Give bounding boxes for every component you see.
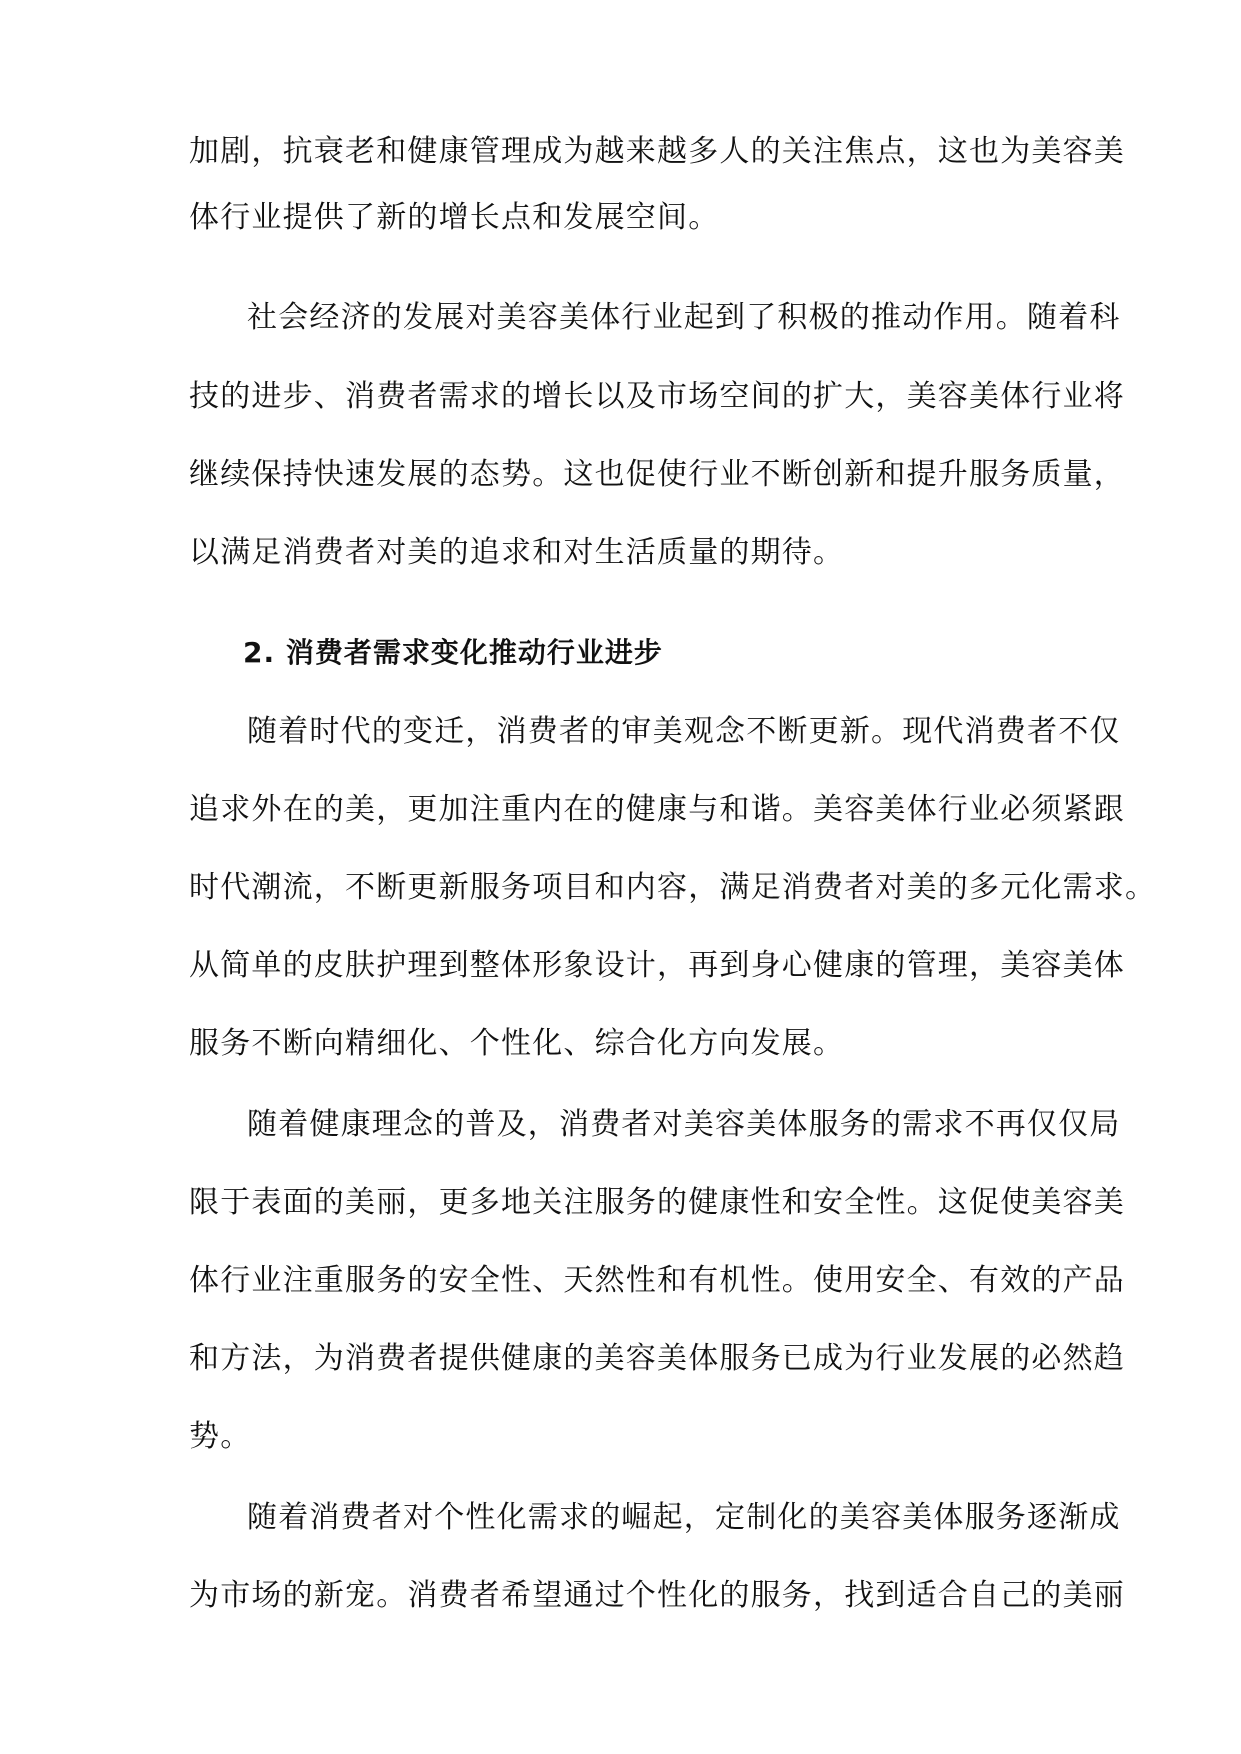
paragraph-line: 加剧，抗衰老和健康管理成为越来越多人的关注焦点，这也为美容美 [189,134,1125,169]
paragraph-line: 技的进步、消费者需求的增长以及市场空间的扩大，美容美体行业将 [189,379,1125,414]
paragraph-line: 服务不断向精细化、个性化、综合化方向发展。 [189,1026,845,1061]
paragraph-line: 随着健康理念的普及，消费者对美容美体服务的需求不再仅仅局 [247,1107,1121,1142]
paragraph-line: 随着消费者对个性化需求的崛起，定制化的美容美体服务逐渐成 [247,1500,1121,1535]
paragraph-line: 社会经济的发展对美容美体行业起到了积极的推动作用。随着科 [247,300,1121,335]
paragraph-line: 限于表面的美丽，更多地关注服务的健康性和安全性。这促使美容美 [189,1185,1125,1220]
paragraph-line: 继续保持快速发展的态势。这也促使行业不断创新和提升服务质量， [189,457,1125,492]
paragraph-line: 追求外在的美，更加注重内在的健康与和谐。美容美体行业必须紧跟 [189,792,1125,827]
section-heading: 2. 消费者需求变化推动行业进步 [243,636,663,669]
paragraph-line: 时代潮流，不断更新服务项目和内容，满足消费者对美的多元化需求。 [189,870,1157,905]
paragraph-line: 体行业提供了新的增长点和发展空间。 [189,200,720,235]
paragraph-line: 从简单的皮肤护理到整体形象设计，再到身心健康的管理，美容美体 [189,948,1125,983]
paragraph-line: 和方法，为消费者提供健康的美容美体服务已成为行业发展的必然趋 [189,1341,1125,1376]
paragraph-line: 随着时代的变迁，消费者的审美观念不断更新。现代消费者不仅 [247,714,1121,749]
paragraph-line: 为市场的新宠。消费者希望通过个性化的服务，找到适合自己的美丽 [189,1578,1125,1613]
paragraph-line: 以满足消费者对美的追求和对生活质量的期待。 [189,535,845,570]
paragraph-line: 体行业注重服务的安全性、天然性和有机性。使用安全、有效的产品 [189,1263,1125,1298]
paragraph-line: 势。 [189,1419,252,1454]
